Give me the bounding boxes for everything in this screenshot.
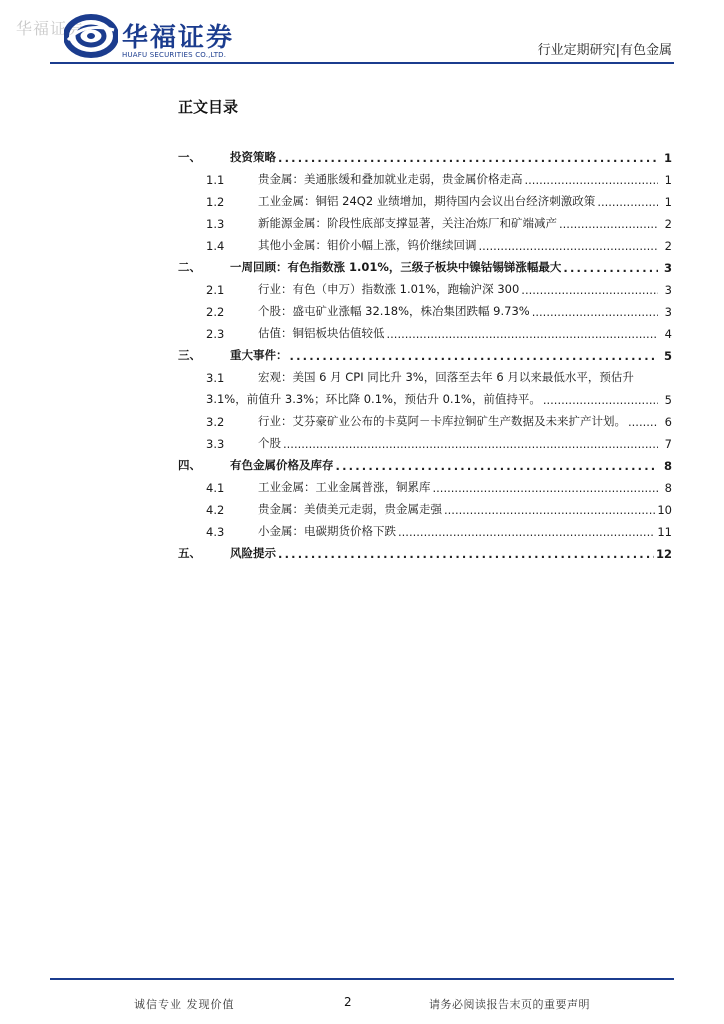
toc-section-title: 重大事件： bbox=[230, 348, 288, 362]
toc-page-number: 2 bbox=[664, 239, 672, 253]
toc-item-number: 3.1 bbox=[206, 371, 225, 385]
toc-item-3-2[interactable] bbox=[178, 407, 672, 429]
toc-item-number: 4.3 bbox=[206, 525, 225, 539]
brand-name-cn: 华福证券 bbox=[122, 23, 235, 53]
footer-slogan: 诚信专业 发现价值 bbox=[134, 998, 235, 1011]
toc-item-title-continued: 3.1%，前值升 3.3%；环比降 0.1%，预估升 0.1%，前值持平。 bbox=[206, 392, 541, 406]
toc-item-4-1[interactable] bbox=[178, 473, 672, 495]
toc-section-4[interactable] bbox=[178, 451, 672, 473]
toc-item-title: 宏观：美国 6 月 CPI 同比升 3%，回落至去年 6 月以来最低水平，预估升 bbox=[258, 370, 634, 384]
toc-leader-dots bbox=[336, 459, 659, 473]
toc-leader-dots bbox=[479, 239, 659, 253]
toc-item-number: 1.4 bbox=[206, 239, 225, 253]
toc-item-title: 工业金属：铜铝 24Q2 业绩增加，期待国内会议出台经济刺激政策 bbox=[258, 194, 596, 208]
toc-item-title: 行业：艾芬豪矿业公布的卡莫阿－卡库拉铜矿生产数据及未来扩产计划。 bbox=[258, 414, 626, 428]
toc-leader-dots bbox=[433, 481, 659, 495]
table-of-contents bbox=[178, 143, 672, 561]
toc-page-number: 3 bbox=[663, 261, 672, 275]
toc-leader-dots bbox=[563, 261, 658, 275]
toc-item-number: 1.3 bbox=[206, 217, 225, 231]
toc-leader-dots bbox=[283, 437, 658, 451]
toc-section-3[interactable] bbox=[178, 341, 672, 363]
toc-section-1[interactable] bbox=[178, 143, 672, 165]
toc-item-title: 个股 bbox=[258, 436, 281, 450]
header-divider bbox=[50, 62, 674, 64]
toc-page-number: 1 bbox=[663, 151, 672, 165]
toc-page-number: 1 bbox=[664, 173, 672, 187]
toc-item-title: 贵金属：美通胀缓和叠加就业走弱，贵金属价格走高 bbox=[258, 172, 523, 186]
report-category: 行业定期研究|有色金属 bbox=[537, 43, 672, 58]
toc-leader-dots bbox=[628, 415, 658, 429]
toc-item-number: 2.3 bbox=[206, 327, 225, 341]
toc-item-title: 个股：盛屯矿业涨幅 32.18%，株冶集团跌幅 9.73% bbox=[258, 304, 530, 318]
toc-item-2-2[interactable] bbox=[178, 297, 672, 319]
toc-item-title: 工业金属：工业金属普涨，铜累库 bbox=[258, 480, 431, 494]
toc-section-title: 风险提示 bbox=[230, 546, 276, 560]
toc-leader-dots bbox=[398, 525, 655, 539]
toc-page-number: 3 bbox=[664, 283, 672, 297]
toc-leader-dots bbox=[278, 547, 654, 561]
toc-item-title: 贵金属：美债美元走弱，贵金属走强 bbox=[258, 502, 442, 516]
toc-item-3-1[interactable] bbox=[178, 363, 672, 407]
toc-section-title: 投资策略 bbox=[230, 150, 276, 164]
toc-item-1-1[interactable] bbox=[178, 165, 672, 187]
toc-page-number: 10 bbox=[657, 503, 672, 517]
toc-item-title: 新能源金属：阶段性底部支撑显著，关注冶炼厂和矿端减产 bbox=[258, 216, 557, 230]
toc-item-number: 4.1 bbox=[206, 481, 225, 495]
toc-page-number: 1 bbox=[664, 195, 672, 209]
toc-leader-dots bbox=[444, 503, 655, 517]
toc-item-1-2[interactable] bbox=[178, 187, 672, 209]
toc-item-number: 3.3 bbox=[206, 437, 225, 451]
toc-item-number: 3.2 bbox=[206, 415, 225, 429]
toc-leader-dots bbox=[559, 217, 658, 231]
toc-leader-dots bbox=[387, 327, 659, 341]
toc-item-1-4[interactable] bbox=[178, 231, 672, 253]
toc-item-number: 2.2 bbox=[206, 305, 225, 319]
toc-leader-dots bbox=[525, 173, 659, 187]
toc-page-number: 6 bbox=[664, 415, 672, 429]
brand-logo bbox=[64, 14, 254, 62]
toc-section-title: 一周回顾：有色指数涨 1.01%，三级子板块中镍钴锡锑涨幅最大 bbox=[230, 260, 562, 274]
toc-item-number: 1.1 bbox=[206, 173, 225, 187]
toc-item-title: 其他小金属：钼价小幅上涨，钨价继续回调 bbox=[258, 238, 477, 252]
toc-item-4-3[interactable] bbox=[178, 517, 672, 539]
toc-item-number: 2.1 bbox=[206, 283, 225, 297]
toc-item-4-2[interactable] bbox=[178, 495, 672, 517]
toc-page-number: 12 bbox=[655, 547, 672, 561]
footer-page-number: 2 bbox=[344, 995, 352, 1009]
toc-leader-dots bbox=[521, 283, 658, 297]
toc-item-number: 4.2 bbox=[206, 503, 225, 517]
footer-disclaimer: 请务必阅读报告末页的重要声明 bbox=[429, 998, 590, 1011]
watermark: 华福证券 bbox=[16, 19, 85, 38]
swirl-logo-icon bbox=[64, 14, 118, 58]
toc-leader-dots bbox=[290, 349, 659, 363]
toc-section-2[interactable] bbox=[178, 253, 672, 275]
toc-item-1-3[interactable] bbox=[178, 209, 672, 231]
toc-page-number: 8 bbox=[664, 481, 672, 495]
toc-page-number: 2 bbox=[664, 217, 672, 231]
toc-title: 正文目录 bbox=[178, 98, 239, 116]
toc-page-number: 5 bbox=[663, 349, 672, 363]
toc-section-number: 四、 bbox=[178, 458, 201, 472]
toc-section-number: 五、 bbox=[178, 546, 201, 560]
toc-section-5[interactable] bbox=[178, 539, 672, 561]
toc-item-3-3[interactable] bbox=[178, 429, 672, 451]
toc-page-number: 4 bbox=[664, 327, 672, 341]
toc-section-number: 一、 bbox=[178, 150, 201, 164]
toc-page-number: 3 bbox=[664, 305, 672, 319]
toc-item-title: 行业：有色（申万）指数涨 1.01%，跑输沪深 300 bbox=[258, 282, 520, 296]
toc-item-2-1[interactable] bbox=[178, 275, 672, 297]
toc-page-number: 7 bbox=[664, 437, 672, 451]
toc-item-2-3[interactable] bbox=[178, 319, 672, 341]
toc-page-number: 11 bbox=[657, 525, 672, 539]
toc-leader-dots bbox=[532, 305, 658, 319]
brand-name-en: HUAFU SECURITIES CO.,LTD. bbox=[122, 51, 227, 59]
toc-item-title: 小金属：电碳期货价格下跌 bbox=[258, 524, 396, 538]
footer-divider bbox=[50, 978, 674, 980]
toc-item-number: 1.2 bbox=[206, 195, 225, 209]
toc-leader-dots bbox=[543, 393, 658, 407]
toc-section-title: 有色金属价格及库存 bbox=[230, 458, 334, 472]
toc-leader-dots bbox=[597, 195, 658, 209]
toc-item-title: 估值：铜铝板块估值较低 bbox=[258, 326, 385, 340]
toc-leader-dots bbox=[278, 151, 658, 165]
toc-page-number: 5 bbox=[664, 393, 672, 407]
toc-section-number: 三、 bbox=[178, 348, 201, 362]
toc-section-number: 二、 bbox=[178, 260, 201, 274]
toc-page-number: 8 bbox=[663, 459, 672, 473]
